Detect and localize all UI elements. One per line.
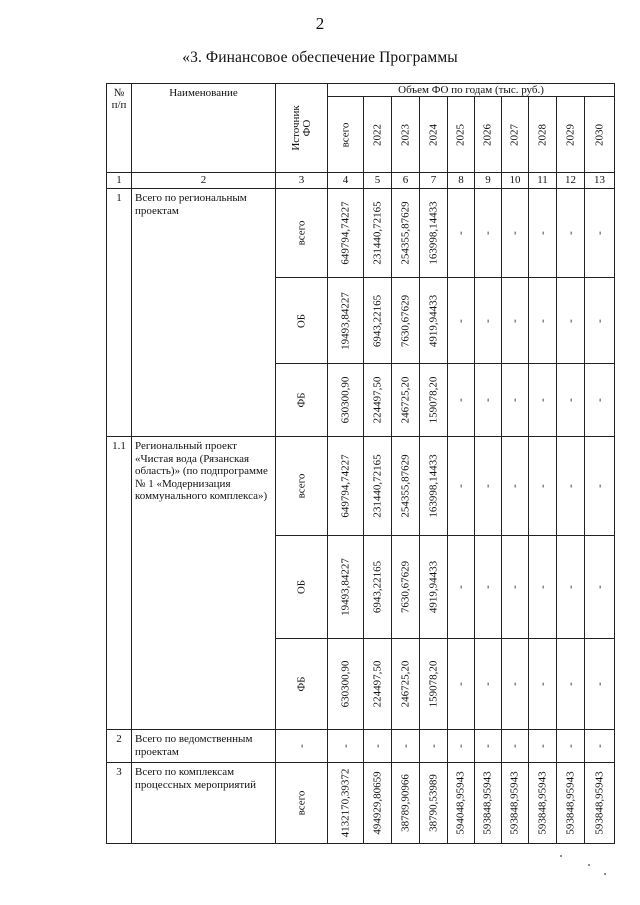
value-text: - — [536, 398, 548, 402]
value-cell — [557, 639, 585, 730]
value-text: 163998,14433 — [427, 454, 439, 518]
value-cell — [392, 730, 420, 763]
value-text: 38789,90966 — [399, 774, 411, 832]
value-text: 4132170,39372 — [339, 768, 351, 838]
value-cell — [420, 763, 448, 844]
value-text: - — [564, 585, 576, 589]
header-volume: Объем ФО по годам (тыс. руб.) — [328, 84, 615, 97]
value-cell — [529, 189, 557, 278]
header-year-2025 — [448, 97, 475, 173]
value-text: - — [564, 398, 576, 402]
source-label: ФБ — [295, 392, 307, 408]
table-row — [107, 730, 615, 763]
value-text: - — [481, 744, 494, 748]
value-cell — [529, 364, 557, 437]
value-cell — [420, 189, 448, 278]
value-text: - — [339, 744, 351, 748]
value-cell — [448, 189, 475, 278]
value-cell — [529, 639, 557, 730]
column-number: 5 — [364, 173, 392, 189]
value-cell — [420, 364, 448, 437]
value-cell — [420, 730, 448, 763]
source-label: ОБ — [295, 579, 307, 595]
value-text: - — [454, 484, 467, 488]
value-cell — [475, 278, 502, 364]
source-label: всего — [295, 220, 307, 246]
value-text: - — [536, 744, 548, 748]
row-name: Всего по ведомственным проектам — [132, 730, 276, 763]
value-text: - — [564, 484, 576, 488]
column-number: 9 — [475, 173, 502, 189]
scan-speck — [604, 873, 606, 875]
value-cell — [529, 278, 557, 364]
header-year-2026 — [475, 97, 502, 173]
value-cell — [557, 763, 585, 844]
value-text: 19493,84227 — [339, 291, 351, 350]
column-number: 4 — [328, 173, 364, 189]
value-text: 494929,80659 — [371, 771, 383, 835]
value-text: 649794,74227 — [339, 201, 351, 265]
value-text: 630300,90 — [339, 376, 351, 424]
value-cell — [392, 763, 420, 844]
header-year-2023 — [392, 97, 420, 173]
page-number: 2 — [315, 14, 325, 33]
value-text: - — [593, 318, 606, 323]
value-cell — [328, 536, 364, 639]
value-cell — [502, 364, 529, 437]
value-text: - — [508, 484, 521, 488]
header-year-2022 — [364, 97, 392, 173]
value-text: - — [508, 744, 521, 748]
value-text: - — [508, 398, 521, 402]
value-text: 224497,50 — [371, 376, 383, 424]
source-label: ФБ — [295, 676, 307, 692]
value-cell — [475, 763, 502, 844]
value-cell — [392, 189, 420, 278]
value-text: 38790,53989 — [427, 774, 439, 832]
value-cell — [475, 364, 502, 437]
value-text: 246725,20 — [399, 660, 411, 708]
value-text: 6943,22165 — [371, 294, 383, 347]
row-name: Региональный проект «Чистая вода (Рязанская область)» (по подпрограмме № 1 «Модернизация коммунального комплекса») — [132, 437, 276, 730]
value-text: - — [481, 398, 494, 402]
value-text: 593848,95943 — [481, 771, 494, 835]
value-cell — [328, 189, 364, 278]
value-cell — [328, 364, 364, 437]
value-cell — [475, 639, 502, 730]
value-cell — [328, 278, 364, 364]
value-cell — [448, 278, 475, 364]
row-number: 1 — [107, 189, 132, 437]
value-cell — [392, 536, 420, 639]
value-cell — [529, 763, 557, 844]
value-text: - — [564, 744, 576, 748]
column-number: 12 — [557, 173, 585, 189]
value-cell — [557, 437, 585, 536]
value-cell — [502, 639, 529, 730]
value-text: - — [536, 318, 548, 323]
value-text: 7630,67629 — [399, 294, 411, 347]
source-cell — [276, 278, 328, 364]
value-cell — [557, 536, 585, 639]
column-number: 11 — [529, 173, 557, 189]
column-number: 3 — [276, 173, 328, 189]
header-total-label: всего — [339, 122, 351, 147]
header-year-2029 — [557, 97, 585, 173]
value-text: - — [481, 318, 494, 323]
source-label: всего — [295, 473, 307, 499]
value-cell — [585, 763, 615, 844]
source-cell — [276, 536, 328, 639]
column-number: 8 — [448, 173, 475, 189]
value-cell — [557, 730, 585, 763]
value-text: - — [481, 682, 494, 686]
column-number: 1 — [107, 173, 132, 189]
value-cell — [328, 730, 364, 763]
value-text: - — [371, 744, 383, 748]
value-text: 593848,95943 — [564, 771, 576, 835]
header-source — [276, 84, 328, 173]
financial-table — [106, 83, 615, 844]
value-text: 19493,84227 — [339, 558, 351, 616]
value-cell — [392, 364, 420, 437]
source-cell — [276, 364, 328, 437]
value-cell — [328, 639, 364, 730]
value-text: 163998,14433 — [427, 201, 439, 265]
value-cell — [502, 278, 529, 364]
value-text: - — [536, 682, 548, 686]
value-text: - — [536, 585, 548, 589]
value-cell — [364, 536, 392, 639]
source-cell — [276, 437, 328, 536]
header-name: Наименование — [132, 84, 276, 173]
value-text: 6943,22165 — [371, 560, 383, 614]
header-year-label: 2030 — [593, 123, 606, 146]
header-year-2024 — [420, 97, 448, 173]
value-cell — [420, 536, 448, 639]
source-cell — [276, 730, 328, 763]
value-text: - — [593, 231, 606, 235]
value-text: - — [593, 585, 606, 589]
value-text: 593848,95943 — [508, 771, 521, 835]
value-cell — [585, 278, 615, 364]
header-number — [107, 84, 132, 173]
source-label: всего — [295, 790, 307, 816]
value-text: 649794,74227 — [339, 454, 351, 518]
value-cell — [502, 536, 529, 639]
value-cell — [529, 437, 557, 536]
column-number: 13 — [585, 173, 615, 189]
value-cell — [420, 437, 448, 536]
value-text: 159078,20 — [427, 660, 439, 708]
value-text: 630300,90 — [339, 660, 351, 708]
source-cell — [276, 763, 328, 844]
row-number: 3 — [107, 763, 132, 844]
row-number: 1.1 — [107, 437, 132, 730]
value-cell — [585, 437, 615, 536]
value-cell — [529, 730, 557, 763]
value-cell — [529, 536, 557, 639]
value-text: 593848,95943 — [593, 771, 606, 835]
value-cell — [585, 189, 615, 278]
value-text: 4919,94433 — [427, 294, 439, 347]
value-cell — [448, 536, 475, 639]
header-year-label: 2024 — [427, 123, 439, 146]
table-row — [107, 437, 615, 536]
source-cell — [276, 189, 328, 278]
header-year-label: 2026 — [481, 123, 494, 146]
value-text: - — [593, 398, 606, 402]
value-text: 4919,94433 — [427, 560, 439, 614]
value-cell — [502, 763, 529, 844]
value-cell — [392, 639, 420, 730]
value-text: - — [454, 744, 467, 748]
value-cell — [364, 639, 392, 730]
value-cell — [557, 364, 585, 437]
value-text: - — [564, 682, 576, 686]
value-text: - — [564, 318, 576, 323]
value-cell — [420, 278, 448, 364]
value-cell — [585, 639, 615, 730]
table-row — [107, 189, 615, 278]
value-text: - — [593, 484, 606, 488]
value-text: 231440,72165 — [371, 201, 383, 265]
value-cell — [448, 730, 475, 763]
value-cell — [585, 364, 615, 437]
value-cell — [392, 278, 420, 364]
value-text: - — [536, 231, 548, 235]
scan-speck — [560, 855, 562, 857]
scan-speck — [588, 864, 590, 866]
value-text: - — [454, 682, 467, 686]
header-year-2027 — [502, 97, 529, 173]
value-cell — [392, 437, 420, 536]
value-text: - — [481, 231, 494, 235]
value-cell — [364, 730, 392, 763]
row-name: Всего по комплексам процессных мероприятий — [132, 763, 276, 844]
column-number: 7 — [420, 173, 448, 189]
table-row — [107, 763, 615, 844]
value-cell — [364, 437, 392, 536]
value-cell — [475, 437, 502, 536]
header-year-label: 2027 — [508, 123, 521, 146]
value-cell — [585, 730, 615, 763]
value-cell — [328, 437, 364, 536]
value-cell — [364, 278, 392, 364]
value-cell — [502, 189, 529, 278]
source-label: ОБ — [295, 313, 307, 328]
header-year-label: 2028 — [536, 123, 548, 146]
header-year-label: 2025 — [454, 123, 467, 146]
header-year-label: 2022 — [371, 123, 383, 146]
value-cell — [502, 730, 529, 763]
value-text: - — [536, 484, 548, 488]
value-text: - — [454, 318, 467, 323]
value-text: - — [508, 585, 521, 589]
value-cell — [502, 437, 529, 536]
header-source-label: Источник ФО — [289, 105, 313, 151]
value-cell — [448, 437, 475, 536]
value-cell — [364, 189, 392, 278]
value-text: 254355,87629 — [399, 454, 411, 518]
value-cell — [448, 364, 475, 437]
value-text: - — [593, 682, 606, 686]
value-cell — [364, 364, 392, 437]
value-text: - — [481, 585, 494, 589]
value-text: 593848,95943 — [536, 771, 548, 835]
header-year-label: 2029 — [564, 123, 576, 146]
value-cell — [448, 639, 475, 730]
column-number: 6 — [392, 173, 420, 189]
header-year-label: 2023 — [399, 123, 411, 146]
value-cell — [328, 763, 364, 844]
source-cell — [276, 639, 328, 730]
value-cell — [364, 763, 392, 844]
value-text: - — [454, 398, 467, 402]
value-cell — [475, 730, 502, 763]
column-number: 10 — [502, 173, 529, 189]
value-text: - — [508, 682, 521, 686]
value-text: - — [508, 318, 521, 323]
value-text: 594048,95943 — [454, 771, 467, 835]
value-text: 7630,67629 — [399, 560, 411, 614]
value-cell — [448, 763, 475, 844]
value-cell — [420, 639, 448, 730]
column-number: 2 — [132, 173, 276, 189]
value-text: - — [593, 744, 606, 748]
value-text: 254355,87629 — [399, 201, 411, 265]
source-label: - — [295, 744, 307, 748]
header-year-2028 — [529, 97, 557, 173]
value-text: - — [481, 484, 494, 488]
value-text: - — [564, 231, 576, 235]
value-cell — [585, 536, 615, 639]
value-text: 159078,20 — [427, 376, 439, 424]
section-heading: «3. Финансовое обеспечение Программы — [182, 49, 458, 66]
header-number-label: № п/п — [111, 87, 127, 111]
row-name: Всего по региональным проектам — [132, 189, 276, 437]
value-text: 246725,20 — [399, 376, 411, 424]
value-text: - — [399, 744, 411, 748]
value-cell — [475, 536, 502, 639]
value-text: 231440,72165 — [371, 454, 383, 518]
value-text: - — [508, 231, 521, 235]
row-number: 2 — [107, 730, 132, 763]
value-text: - — [454, 585, 467, 589]
header-total — [328, 97, 364, 173]
value-text: - — [427, 744, 439, 748]
header-year-2030 — [585, 97, 615, 173]
value-text: 224497,50 — [371, 660, 383, 708]
value-cell — [557, 278, 585, 364]
value-cell — [557, 189, 585, 278]
value-cell — [475, 189, 502, 278]
value-text: - — [454, 231, 467, 235]
